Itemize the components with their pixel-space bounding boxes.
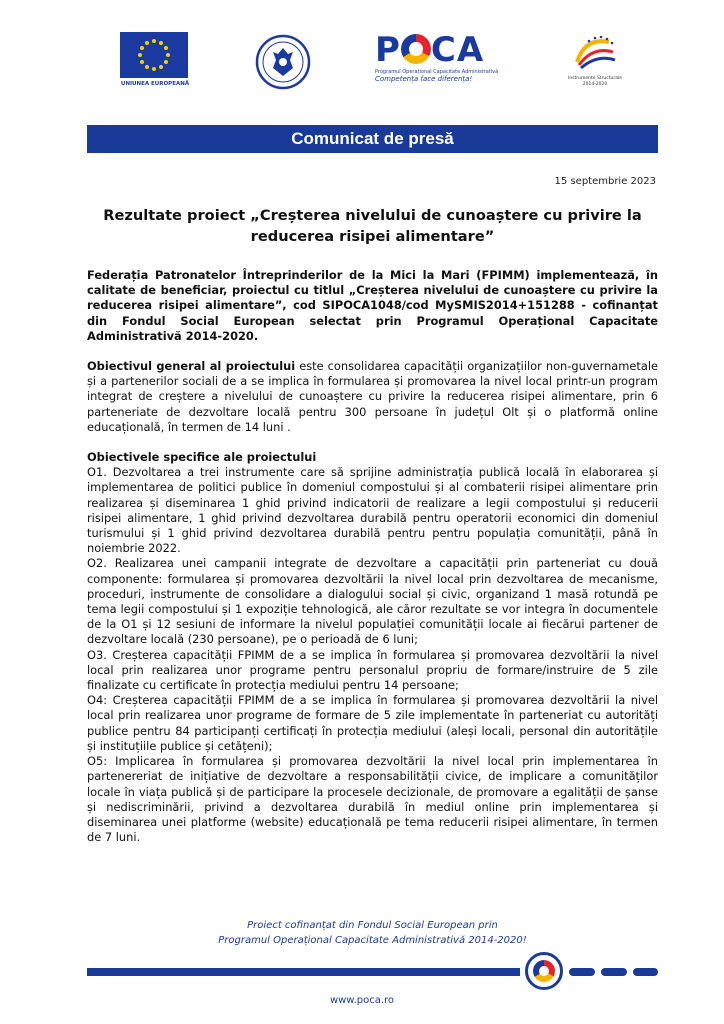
objective-o2: O2. Realizarea unei campanii integrate de dezvoltare a capacității prin parteneriat cu două componente: formularea și promovarea dezvoltării la nivel local prin dezvoltarea de mecanisme, proceduri, instrumente de consolidare a dialogului social și civic, organizand 1 masă rotundă pe tema legii compostului și 1 expoziție tehnologică, ale căror rezultate se vor integra în documentele de la O1 și 12 sesiuni de informare la nivelul populației comunității locale ai fiecărui partener de dezvoltare locală (230 persoane), pe o perioadă de 6 luni; xyxy=(87,556,658,647)
poca-o-icon xyxy=(401,34,431,64)
objective-o3: O3. Creșterea capacității FPIMM de a se implica în formularea și promovarea dezvoltării la nivel local prin realizarea unor programe pentru personalul propriu de formare/instruire de 5 zile finalizate cu certificate în protecția mediului pentru 14 persoane; xyxy=(87,647,658,693)
objective-o1: O1. Dezvoltarea a trei instrumente care să sprijine administrația publică locală în elaborarea și implementarea de politici publice în domeniul compostului și al combaterii risipei alimentare prin realizarea și diseminarea 1 ghid privind indicatorii de realizare a legii compostului și reducerii risipei alimentare, 1 ghid privind dezvoltarea durabilă pentru operatorii economici din domeniul turismului și 1 ghid privind dezvoltarea durabilă pentru pentru populația comunității, până în noiembrie 2022. xyxy=(87,465,658,556)
specific-objectives-heading: Obiectivele specifice ale proiectului xyxy=(87,450,317,465)
is-caption-2: 2014-2020 xyxy=(582,82,608,87)
poca-slogan: Competența face diferența! xyxy=(375,75,473,83)
objective-o5: O5: Implicarea în formularea și promovarea dezvoltării la nivel local prin implementarea în partenereriat de inițiative de dezvoltare a responsabilității civice, de implicare a comunităților locale în viața publică și de participare la procesele decizionale, de promovare a egalității de șanse și nediscriminării, privind a dezvoltarea durabilă în mediul online prin implementarea și diseminarea unei platforme (website) educațională pe tema reducerii risipei alimentare, în termen de 7 luni. xyxy=(87,754,658,845)
poca-logo xyxy=(375,32,505,83)
poca-wordmark: P CA xyxy=(375,30,485,70)
romanian-government-logo xyxy=(255,34,311,90)
eu-logo xyxy=(120,32,190,87)
eu-flag-icon xyxy=(120,32,188,78)
intro-paragraph: Federația Patronatelor Întreprinderilor de la Mici la Mari (FPIMM) implementează, în calitate de beneficiar, proiectul cu titlul „Creșterea nivelului de cunoaștere cu privire la reducerea risipei alimentare”, cod SIPOCA1048/cod MySMIS2014+151288 - cofinanțat din Fondul Social European selectat prin Programul Operațional Capacitate Administrativă 2014-2020. xyxy=(87,268,658,343)
objective-o4: O4: Creșterea capacității FPIMM de a se implica în formularea și promovarea dezvoltării la nivel local prin realizarea unor programe de formare de 5 zile implementate în parteneriat cu autorități publice pentru 84 participanți certificați în protecția mediului (aleși locali, personal din autoritățile și instituțiile publice și cetățeni); xyxy=(87,693,658,753)
footer-dash xyxy=(633,968,658,976)
general-objective-text: este consolidarea capacității organizațiilor non-guvernametale și a partenerilor sociali de a se implica în formularea și promovarea la nivel local printr-un program integrat de creștere a nivelului de cunoaștere cu privire la reducerea risipei alimentare, prin 6 parteneriate de dezvoltare locală pentru 300 persoane în județul Olt și o platformă online educațională, în termen de 14 luni . xyxy=(87,359,658,434)
header-logos xyxy=(0,30,724,92)
is-caption-1: Instrumente Structurale xyxy=(568,76,622,81)
footer-dash xyxy=(601,968,627,976)
cofinancing-line-2: Programul Operațional Capacitate Administrativă 2014-2020! xyxy=(218,935,527,946)
footer-bar-line xyxy=(87,968,520,976)
press-release-banner: Comunicat de presă xyxy=(87,125,658,153)
footer-bar xyxy=(87,968,658,976)
general-objective-lead: Obiectivul general al proiectului xyxy=(87,359,296,374)
document-body xyxy=(87,268,658,845)
poca-subtitle: Programul Operațional Capacitate Administrativă xyxy=(375,69,499,75)
footer-dash xyxy=(569,968,595,976)
poca-circle-icon xyxy=(525,952,563,990)
release-date: 15 septembrie 2023 xyxy=(554,176,656,187)
cofinancing-line-1: Proiect cofinanțat din Fondul Social European prin xyxy=(247,920,498,931)
cofinancing-note xyxy=(87,918,658,948)
structural-instruments-icon xyxy=(565,32,625,72)
structural-instruments-logo xyxy=(565,32,625,88)
website-link[interactable]: www.poca.ro xyxy=(329,995,395,1006)
eu-caption: UNIUNEA EUROPEANĂ xyxy=(120,81,190,87)
page-title: Rezultate proiect „Creșterea nivelului de cunoaștere cu privire la reducerea risipei alimentare” xyxy=(103,207,642,245)
general-objective-paragraph xyxy=(87,359,658,435)
